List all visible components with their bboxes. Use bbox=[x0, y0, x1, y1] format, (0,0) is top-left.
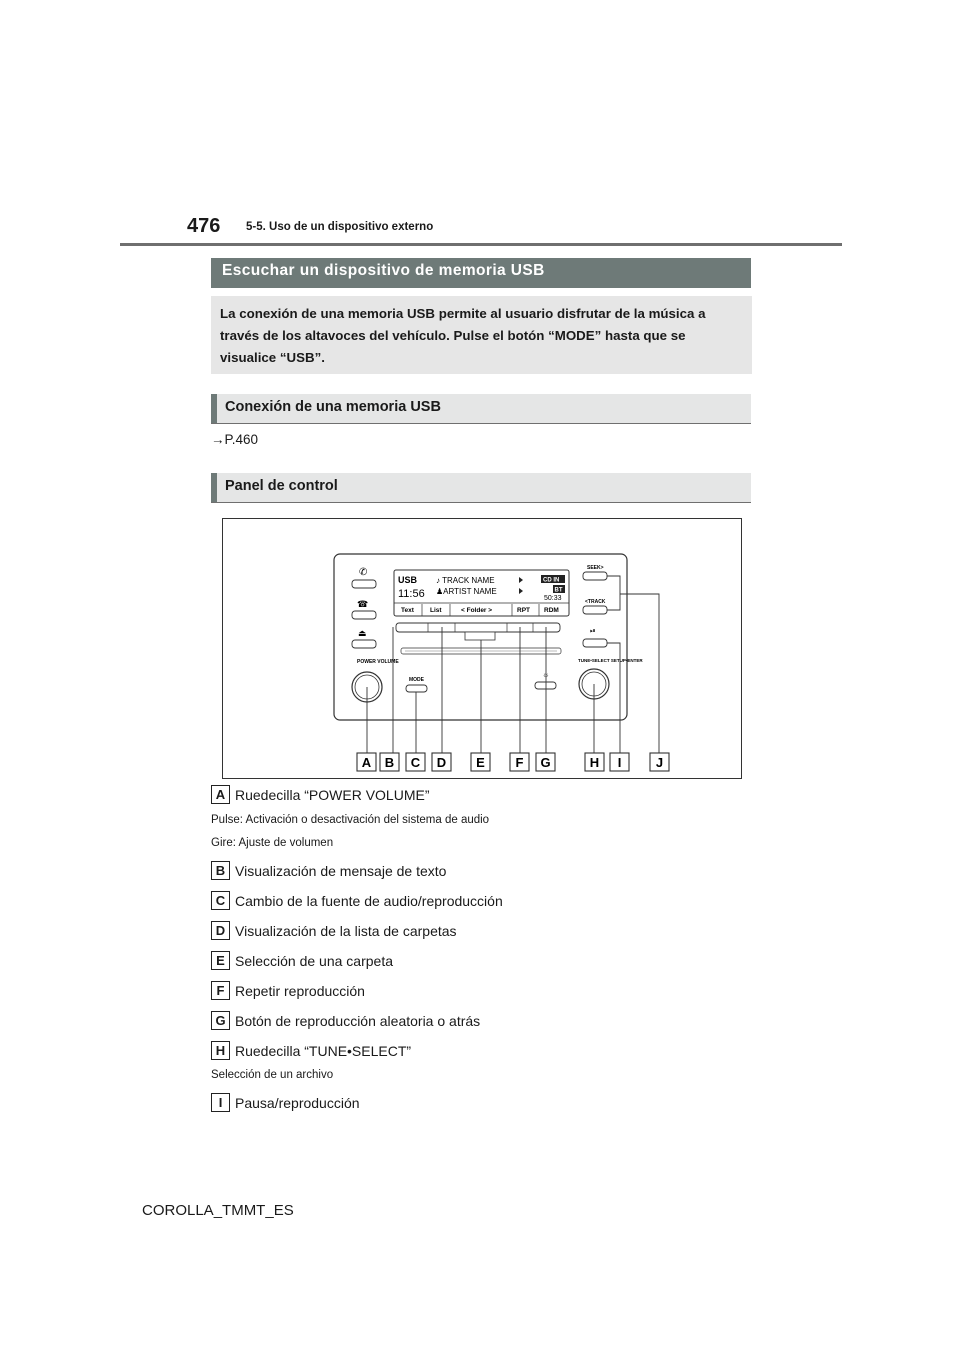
subheading-connection bbox=[211, 394, 751, 424]
item-letter: D bbox=[211, 921, 230, 940]
page-reference-link[interactable]: →P.460 bbox=[211, 432, 259, 447]
callout-c: C bbox=[410, 755, 421, 770]
subheading-panel-label: Panel de control bbox=[225, 478, 338, 494]
legend-item-g bbox=[211, 1011, 480, 1030]
phone-icon: ✆ bbox=[359, 567, 368, 578]
eject-icon: ⏏ bbox=[358, 628, 367, 638]
item-note: Pulse: Activación o desactivación del sistema de audio bbox=[211, 814, 490, 826]
item-text: Repetir reproducción bbox=[235, 982, 365, 999]
item-letter: B bbox=[211, 861, 230, 880]
subheading-panel bbox=[211, 473, 751, 503]
display-source: USB bbox=[398, 575, 418, 585]
item-letter: C bbox=[211, 891, 230, 910]
item-letter: F bbox=[211, 981, 230, 1000]
item-text: Pausa/reproducción bbox=[235, 1094, 360, 1111]
seek-button bbox=[583, 572, 607, 580]
mode-label: MODE bbox=[409, 677, 424, 683]
page-number: 476 bbox=[187, 215, 221, 237]
play-pause-icon: ⏯ bbox=[590, 628, 596, 635]
callout-h: H bbox=[589, 755, 600, 770]
callout-i: I bbox=[617, 755, 622, 770]
setup-icon: ☼ bbox=[542, 670, 550, 679]
control-panel-diagram bbox=[222, 518, 742, 779]
callout-b: B bbox=[384, 755, 395, 770]
item-text: Ruedecilla “TUNE•SELECT” bbox=[235, 1042, 412, 1059]
legend-item-d bbox=[211, 921, 457, 940]
softkey-rdm: RDM bbox=[544, 607, 559, 614]
item-text: Botón de reproducción aleatoria o atrás bbox=[235, 1012, 481, 1029]
control-panel-illustration bbox=[223, 519, 741, 778]
seek-label: SEEK> bbox=[587, 565, 604, 571]
legend-item-e bbox=[211, 951, 393, 970]
header-rule bbox=[120, 243, 842, 246]
item-note: Selección de un archivo bbox=[211, 1069, 334, 1081]
display-track: ♪ TRACK NAME bbox=[436, 576, 495, 585]
display-bt-badge: BT bbox=[554, 587, 563, 594]
callout-e: E bbox=[476, 755, 485, 770]
section-title: 5-5. Uso de un dispositivo externo bbox=[246, 221, 434, 233]
softkey-buttons bbox=[396, 623, 560, 632]
legend-item-i bbox=[211, 1093, 360, 1112]
eject-button bbox=[352, 640, 376, 648]
subheading-accent bbox=[211, 473, 217, 502]
item-text: Visualización de la lista de carpetas bbox=[235, 922, 457, 939]
legend-item-c bbox=[211, 891, 503, 910]
legend-item-b bbox=[211, 861, 446, 880]
mode-button bbox=[406, 685, 427, 692]
item-text: Ruedecilla “POWER VOLUME” bbox=[235, 786, 430, 803]
callout-j: J bbox=[655, 755, 664, 770]
item-note: Gire: Ajuste de volumen bbox=[211, 837, 334, 849]
callout-d: D bbox=[436, 755, 447, 770]
softkey-rpt: RPT bbox=[517, 607, 530, 614]
hangup-button bbox=[352, 611, 376, 619]
page-title: Escuchar un dispositivo de memoria USB bbox=[222, 262, 545, 279]
footer-code: COROLLA_TMMT_ES bbox=[142, 1202, 294, 1219]
legend-item-a bbox=[211, 785, 430, 804]
item-text: Cambio de la fuente de audio/reproducción bbox=[235, 892, 503, 909]
hangup-icon: ☎ bbox=[357, 599, 369, 609]
item-letter: I bbox=[211, 1093, 230, 1112]
item-letter: E bbox=[211, 951, 230, 970]
play-pause-button bbox=[583, 639, 607, 647]
item-letter: G bbox=[211, 1011, 230, 1030]
setup-button bbox=[535, 682, 556, 689]
softkey-folder: < Folder > bbox=[461, 607, 493, 614]
softkey-text: Text bbox=[401, 607, 414, 614]
display-elapsed: 50:33 bbox=[544, 595, 562, 602]
subheading-connection-label: Conexión de una memoria USB bbox=[225, 399, 441, 415]
callout-a: A bbox=[361, 755, 372, 770]
item-text: Visualización de mensaje de texto bbox=[235, 862, 447, 879]
item-letter: H bbox=[211, 1041, 230, 1060]
legend-item-f bbox=[211, 981, 365, 1000]
display-cd-badge: CD IN bbox=[543, 577, 560, 584]
display-artist: ♟ARTIST NAME bbox=[436, 587, 497, 596]
tune-select-label: TUNE•SELECT SETUP•ENTER bbox=[578, 658, 643, 663]
subheading-accent bbox=[211, 394, 217, 423]
item-letter: A bbox=[211, 785, 230, 804]
track-label: <TRACK bbox=[585, 599, 606, 605]
item-text: Selección de una carpeta bbox=[235, 952, 393, 969]
legend-item-h bbox=[211, 1041, 411, 1060]
callout-f: F bbox=[515, 755, 524, 770]
power-volume-label: POWER VOLUME bbox=[357, 659, 399, 665]
callout-g: G bbox=[540, 755, 551, 770]
softkey-list: List bbox=[430, 607, 442, 614]
intro-text: La conexión de una memoria USB permite al usuario disfrutar de la música a través de los altavoces del vehículo. Pulse el botón “MODE” hasta que se visualice “USB”. bbox=[220, 306, 706, 365]
display-time: 11:56 bbox=[398, 588, 425, 600]
phone-button bbox=[352, 580, 376, 588]
track-button bbox=[583, 606, 607, 614]
callout-labels bbox=[357, 753, 669, 771]
